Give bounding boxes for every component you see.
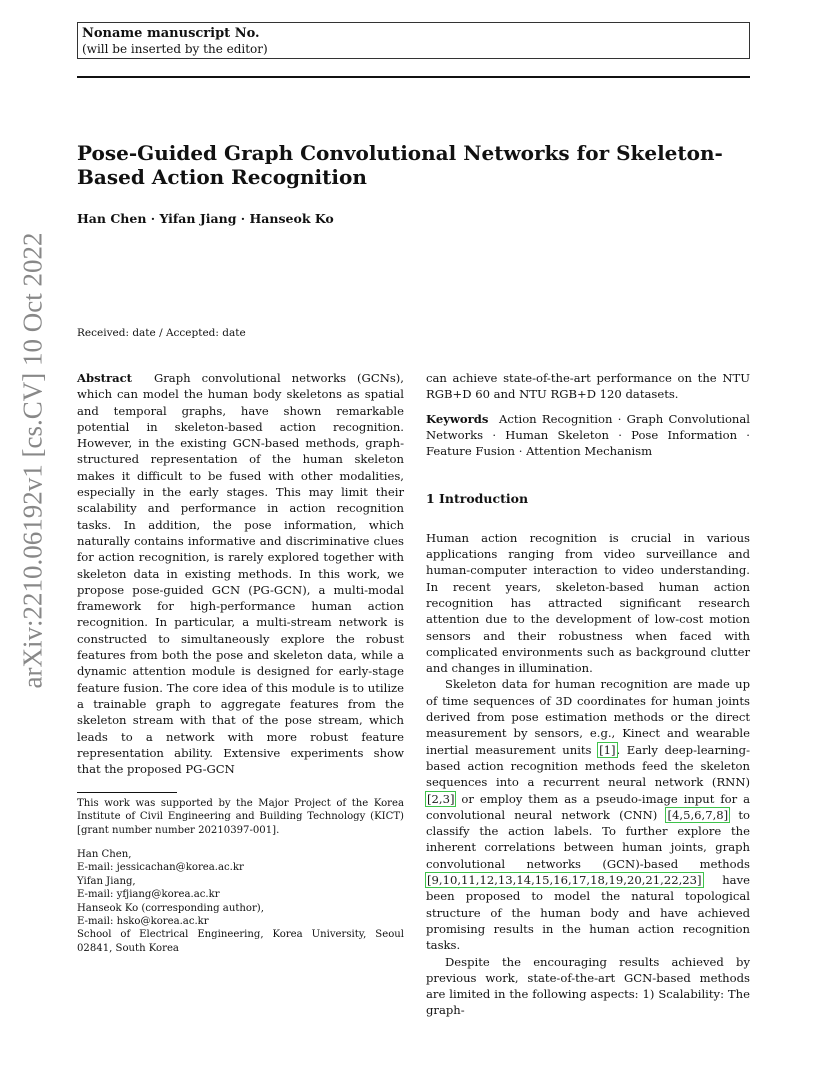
arxiv-watermark: arXiv:2210.06192v1 [cs.CV] 10 Oct 2022 bbox=[17, 232, 48, 689]
affiliation: School of Electrical Engineering, Korea University, Seoul 02841, South Korea bbox=[77, 929, 404, 954]
citation-link[interactable]: [9,10,11,12,13,14,15,16,17,18,19,20,21,22,23] bbox=[427, 873, 702, 888]
citation-link[interactable]: [2,3] bbox=[427, 791, 455, 806]
contact-line: Yifan Jiang, bbox=[77, 875, 136, 887]
keywords-text: Action Recognition · Graph Convolutional Networks · Human Skeleton · Pose Information · Feature Fusion · Attention Mechanism bbox=[426, 411, 751, 459]
intro-p2-text: . Early deep-learning-based action recognition methods feed the skeleton sequences into a recurrent neural network (RNN) bbox=[426, 742, 750, 790]
top-rule bbox=[77, 76, 750, 78]
contact-email: E-mail: jessicachan@korea.ac.kr bbox=[77, 862, 244, 874]
intro-p2-text: to classify the action labels. To further explore the inherent correlations between human joints, graph convolutional networks (GCN)-based methods bbox=[426, 807, 750, 871]
abstract-continuation: can achieve state-of-the-art performance on the NTU RGB+D 60 and NTU RGB+D 120 datasets. bbox=[426, 371, 750, 402]
intro-p2-text: or employ them as a pseudo-image input for a convolutional neural network (CNN) bbox=[426, 791, 750, 822]
author-list: Han Chen · Yifan Jiang · Hanseok Ko bbox=[77, 211, 334, 226]
intro-p2-text: have been proposed to model the natural topological structure of the human body and have achieved promising results in the human action recognition tasks. bbox=[426, 873, 750, 953]
contact-line: Hanseok Ko (corresponding author), bbox=[77, 902, 264, 914]
citation-link[interactable]: [1] bbox=[599, 742, 616, 757]
funding-footnote: This work was supported by the Major Project of the Korea Institute of Civil Engineering and Building Technology (KICT) [grant number number 20210397-001]. bbox=[77, 798, 404, 836]
footnote-rule bbox=[77, 792, 177, 793]
editor-header-box bbox=[77, 22, 750, 59]
editor-note: (will be inserted by the editor) bbox=[82, 42, 268, 56]
keywords-paragraph bbox=[426, 411, 750, 460]
abstract-label: Abstract bbox=[77, 371, 133, 385]
citation-link[interactable]: [4,5,6,7,8] bbox=[667, 807, 729, 822]
right-column bbox=[426, 370, 750, 1019]
paper-title: Pose-Guided Graph Convolutional Networks for Skeleton-Based Action Recognition bbox=[77, 141, 723, 189]
keywords-label: Keywords bbox=[426, 411, 489, 426]
intro-p2-text: Skeleton data for human recognition are made up of time sequences of 3D coordinates for human joints derived from pose estimation methods or the direct measurement by sensors, e.g., Kinect and wearable inertial measurement units bbox=[426, 677, 750, 757]
abstract-paragraph bbox=[77, 370, 404, 777]
contact-line: Han Chen, bbox=[77, 849, 132, 860]
contact-footnote bbox=[77, 848, 404, 955]
left-column bbox=[77, 370, 404, 777]
contact-email: E-mail: yfjiang@korea.ac.kr bbox=[77, 889, 220, 901]
abstract-text: Graph convolutional networks (GCNs), which can model the human body skeletons as spatial and temporal graphs, have shown remarkable potential in skeleton-based action recognition. However, in the existing GCN-based methods, graph-structured representation of the human skeleton makes it difficult to be fused with other modalities, especially in the early stages. This may limit their scalability and performance in action recognition tasks. In addition, the pose information, which naturally contains informative and discriminative clues for action recognition, is rarely explored together with skeleton data in existing methods. In this work, we propose pose-guided GCN (PG-GCN), a multi-modal framework for high-performance human action recognition. In particular, a multi-stream network is constructed to simultaneously explore the robust features from both the pose and skeleton data, while a dynamic attention module is designed for early-stage feature fusion. The core idea of this module is to utilize a trainable graph to aggregate features from the skeleton stream with that of the pose stream, which leads to a network with more robust feature representation ability. Extensive experiments show that the proposed PG-GCN bbox=[77, 371, 404, 777]
intro-paragraph-1: Human action recognition is crucial in various applications ranging from video surveillance and human-computer interaction to video understanding. In recent years, skeleton-based human action recognition has attracted significant research attention due to the development of low-cost motion sensors and their robustness when faced with complicated environments such as background clutter and changes in illumination. bbox=[426, 530, 750, 676]
section-heading-introduction: 1 Introduction bbox=[426, 491, 529, 507]
received-date: Received: date / Accepted: date bbox=[77, 327, 246, 339]
manuscript-number: Noname manuscript No. bbox=[82, 26, 260, 41]
intro-paragraph-2 bbox=[426, 676, 750, 953]
contact-email: E-mail: hsko@korea.ac.kr bbox=[77, 916, 209, 928]
intro-paragraph-3: Despite the encouraging results achieved by previous work, state-of-the-art GCN-based methods are limited in the following aspects: 1) Scalability: The graph- bbox=[426, 954, 750, 1018]
